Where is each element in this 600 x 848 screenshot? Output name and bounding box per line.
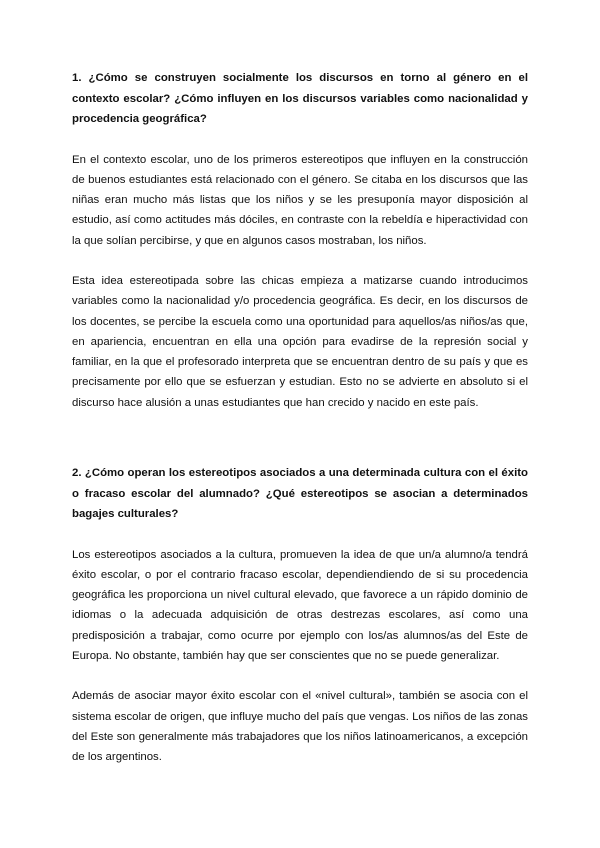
question-heading-1: 1. ¿Cómo se construyen socialmente los discursos en torno al género en el contexto escolar? ¿Cómo influyen en los discursos variables como nacionalidad y procedencia geográfica? [72, 72, 528, 125]
question-heading-2: 2. ¿Cómo operan los estereotipos asociados a una determinada cultura con el éxito o fracaso escolar del alumnado? ¿Qué estereotipos se asocian a determinados bagajes culturales? [72, 467, 528, 521]
paragraph-2-2: Además de asociar mayor éxito escolar con el «nivel cultural», también se asocia con el sistema escolar de origen, que influye mucho del país que vengas. Los niños de las zonas del Este son generalmente más trabajadores que los niños latinoamericanos, a excepción de los argentinos. [72, 690, 528, 764]
paragraph-1-1: En el contexto escolar, uno de los primeros estereotipos que influyen en la construcción de buenos estudiantes está relacionado con el género. Se citaba en los discursos que las niñas eran mucho más listas que los niños y se les presuponía mayor disposición al estudio, así como actitudes más dóciles, en contraste con la rebeldía e hiperactividad con la que solían percibirse, y que en algunos casos mostraban, los niños. [72, 153, 528, 247]
paragraph-2-1: Los estereotipos asociados a la cultura, promueven la idea de que un/a alumno/a tendrá éxito escolar, o por el contrario fracaso escolar, dependiendiendo de si su procedencia geográfica les proporciona un nivel cultural elevado, que favorece a un rápido dominio de idiomas o la adecuada adquisición de otras destrezas escolares, así como una predisposición a trabajar, como ocurre por ejemplo con los/as alumnos/as del Este de Europa. No obstante, también hay que ser conscientes que no se puede generalizar. [72, 548, 528, 663]
paragraph-1-2: Esta idea estereotipada sobre las chicas empieza a matizarse cuando introducimos variables como la nacionalidad y/o procedencia geográfica. Es decir, en los discursos de los docentes, se percibe la escuela como una oportunidad para aquellos/as niños/as que, en apariencia, encuentran en ella una opción para evadirse de la represión social y familiar, en la que el profesorado interpreta que se encuentran dentro de su país y que es precisamente por ello que se esfuerzan y estudian. Esto no se advierte en absoluto si el discurso hace alusión a unas estudiantes que han crecido y nacido en este país. [72, 274, 528, 409]
